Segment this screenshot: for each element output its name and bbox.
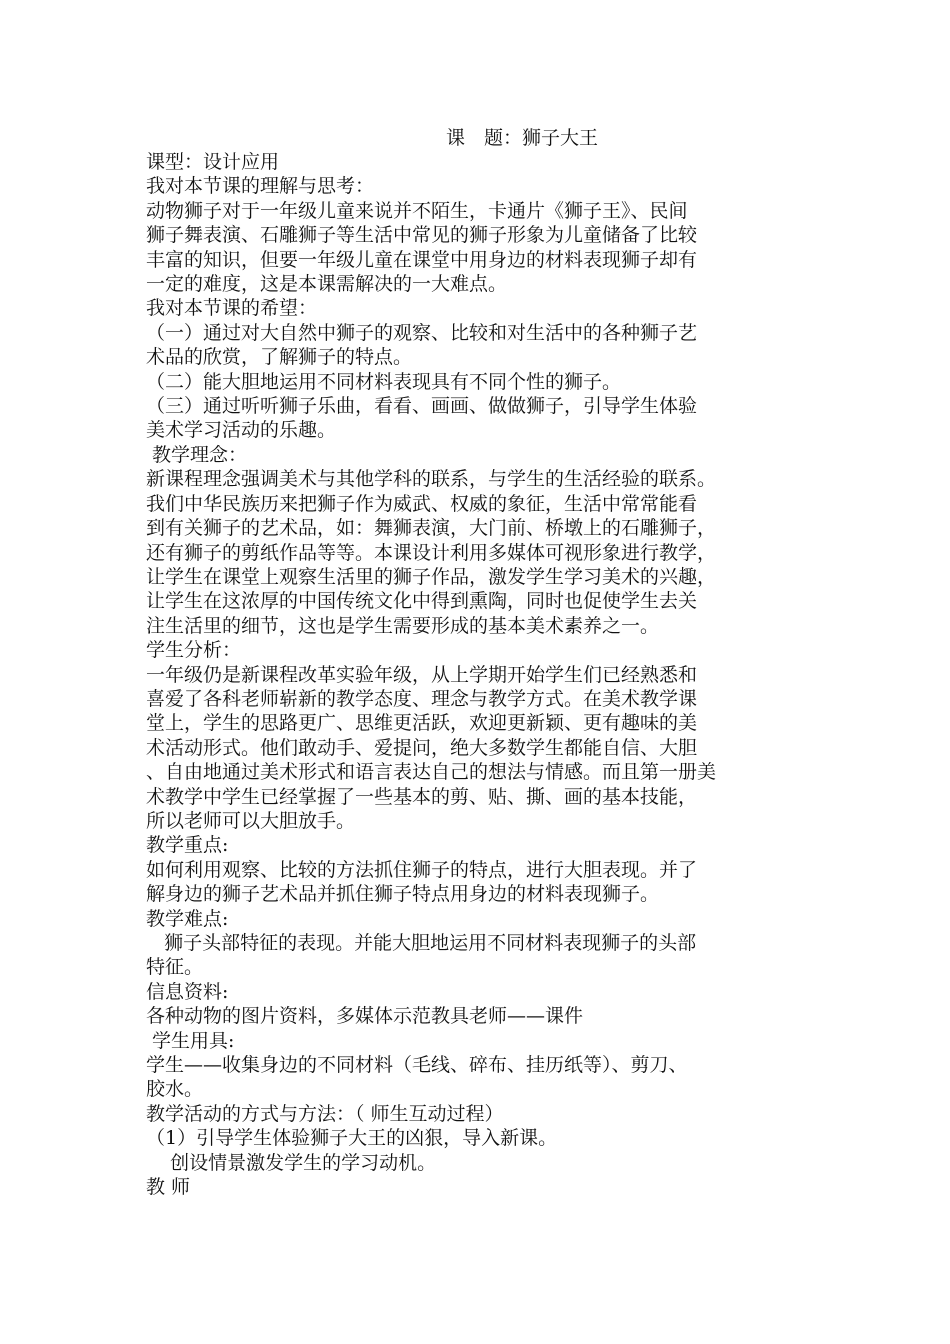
text-line: 一年级仍是新课程改革实验年级，从上学期开始学生们已经熟悉和 <box>146 663 698 686</box>
text-line: 堂上，学生的思路更广、思维更活跃，欢迎更新颖、更有趣味的美 <box>146 712 698 735</box>
text-line: 特征。 <box>146 956 204 979</box>
text-line: 术品的欣赏，了解狮子的特点。 <box>146 346 413 369</box>
text-line: 喜爱了各科老师崭新的教学态度、理念与教学方式。在美术教学课 <box>146 687 698 710</box>
text-line: 术教学中学生已经掌握了一些基本的剪、贴、撕、画的基本技能， <box>146 785 698 808</box>
text-line: 胶水。 <box>146 1078 204 1101</box>
text-line: （一）通过对大自然中狮子的观察、比较和对生活中的各种狮子艺 <box>146 321 698 344</box>
text-line: 狮子头部特征的表现。并能大胆地运用不同材料表现狮子的头部 <box>146 932 697 954</box>
text-line: 学生分析： <box>146 639 242 662</box>
text-line: 我对本节课的希望： <box>146 297 318 320</box>
text-line: 还有狮子的剪纸作品等等。本课设计利用多媒体可视形象进行教学， <box>146 541 717 564</box>
text-line: 到有关狮子的艺术品，如：舞狮表演，大门前、桥墩上的石雕狮子， <box>146 517 717 540</box>
text-line: 各种动物的图片资料，多媒体示范教具老师——课件 <box>146 1005 584 1028</box>
text-line: 动物狮子对于一年级儿童来说并不陌生，卡通片《狮子王》、民间 <box>146 199 688 222</box>
text-line: 丰富的知识，但要一年级儿童在课堂中用身边的材料表现狮子却有 <box>146 248 698 271</box>
text-line: 让学生在课堂上观察生活里的狮子作品，激发学生学习美术的兴趣， <box>146 565 717 588</box>
document-title: 课 题：狮子大王 <box>446 127 599 149</box>
text-line: 、自由地通过美术形式和语言表达自己的想法与情感。而且第一册美 <box>146 761 717 784</box>
text-line: （1）引导学生体验狮子大王的凶狠，导入新课。 <box>146 1127 558 1150</box>
text-line: 学生——收集身边的不同材料（毛线、碎布、挂历纸等）、剪刀、 <box>146 1054 688 1077</box>
text-line: 术活动形式。他们敢动手、爱提问，绝大多数学生都能自信、大胆 <box>146 736 698 759</box>
document-body <box>146 150 826 1199</box>
text-line: 注生活里的细节，这也是学生需要形成的基本美术素养之一。 <box>146 614 660 637</box>
text-line: 解身边的狮子艺术品并抓住狮子特点用身边的材料表现狮子。 <box>146 883 660 906</box>
text-line: 教学重点: <box>146 834 229 857</box>
text-line: 一定的难度，这是本课需解决的一大难点。 <box>146 273 508 296</box>
text-line: 美术学习活动的乐趣。 <box>146 419 337 442</box>
text-line: 教学难点: <box>146 907 229 930</box>
text-line: 教学活动的方式与方法：（ 师生互动过程） <box>146 1102 504 1125</box>
text-line: 创设情景激发学生的学习动机。 <box>146 1151 437 1174</box>
text-line: 课型：设计应用 <box>146 151 280 173</box>
text-line: （三）通过听听狮子乐曲，看看、画画、做做狮子，引导学生体验 <box>146 395 698 418</box>
text-line: 我们中华民族历来把狮子作为威武、权威的象征，生活中常常能看 <box>146 492 698 515</box>
text-line: 所以老师可以大胆放手。 <box>146 809 356 832</box>
text-line: 如何利用观察、比较的方法抓住狮子的特点，进行大胆表现。并了 <box>146 858 698 881</box>
text-line: 教 师 <box>146 1176 191 1199</box>
text-line: 信息资料: <box>146 980 229 1003</box>
text-line: 我对本节课的理解与思考： <box>146 175 375 198</box>
text-line: （二）能大胆地运用不同材料表现具有不同个性的狮子。 <box>146 370 622 393</box>
text-line: 让学生在这浓厚的中国传统文化中得到熏陶，同时也促使学生去关 <box>146 590 698 613</box>
text-line: 教学理念： <box>146 443 248 466</box>
text-line: 学生用具: <box>146 1029 235 1052</box>
text-line: 新课程理念强调美术与其他学科的联系，与学生的生活经验的联系。 <box>146 468 717 491</box>
text-line: 狮子舞表演、石雕狮子等生活中常见的狮子形象为儿童储备了比较 <box>146 224 698 247</box>
